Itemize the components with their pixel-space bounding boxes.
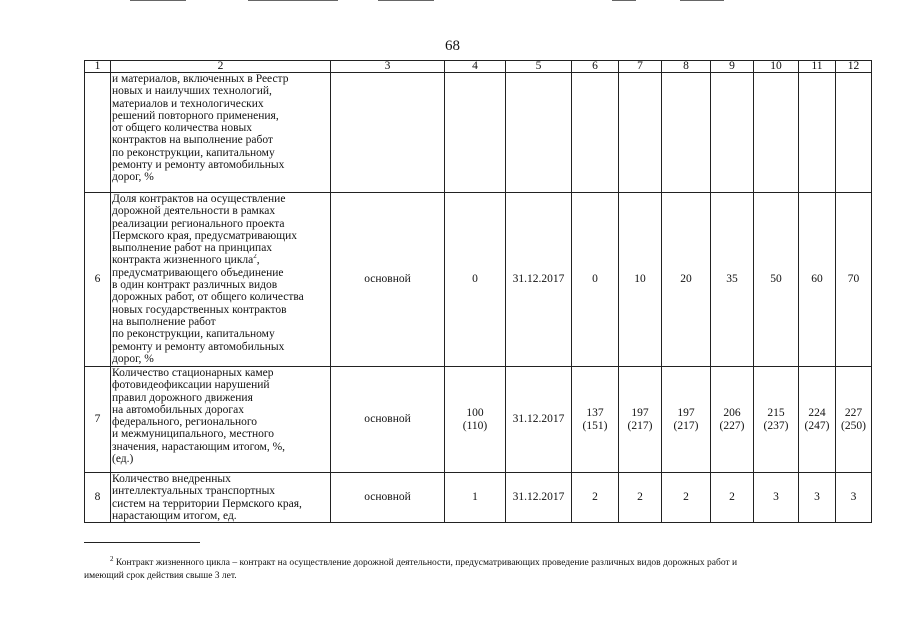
year-value-cell-text: 70 (847, 273, 860, 286)
year-value-cell (572, 73, 619, 193)
year-value-cell-text: 60 (811, 273, 823, 286)
description-line: нарастающим итогом, ед. (112, 509, 237, 522)
year-value-cell-text: 2 (592, 491, 598, 504)
indicator-type-cell (331, 193, 445, 367)
base-value-cell (445, 193, 506, 367)
year-value-cell (572, 473, 619, 523)
indicator-type-cell-text: основной (364, 413, 411, 426)
row-number-cell-text: 7 (94, 413, 101, 426)
base-date-cell-text: 31.12.2017 (512, 413, 565, 426)
description-line: Количество внедренных (112, 473, 231, 485)
description-line: ремонту и ремонту автомобильных (112, 340, 285, 353)
year-value-cell (711, 367, 754, 473)
description-line: (ед.) (112, 453, 134, 466)
description-line: Доля контрактов на осуществление (112, 193, 286, 205)
base-date-cell-text: 31.12.2017 (512, 491, 565, 504)
year-value-cell (619, 367, 662, 473)
column-header: 7 (619, 61, 662, 73)
indicator-description-cell (111, 473, 331, 523)
top-edge-rule (248, 0, 338, 1)
top-edge-rule (378, 0, 434, 1)
description-line: предусматривающего объединение (112, 266, 284, 279)
column-header: 5 (506, 61, 572, 73)
indicator-description-cell (111, 73, 331, 193)
description-line: дорожных работ, от общего количества (112, 291, 304, 304)
base-value-cell-text: 100 (110) (462, 407, 488, 432)
year-value-cell-text: 224 (247) (804, 407, 830, 432)
year-value-cell (572, 193, 619, 367)
year-value-cell (799, 367, 836, 473)
description-line: контракта жизненного цикла$^2$, (112, 254, 260, 267)
year-value-cell (799, 73, 836, 193)
year-value-cell-text: 0 (592, 273, 598, 286)
year-value-cell (619, 193, 662, 367)
description-line: новых государственных контрактов (112, 303, 287, 316)
year-value-cell (836, 193, 872, 367)
description-line: решений повторного применения, (112, 109, 279, 122)
description-line: материалов и технологических (112, 97, 264, 110)
column-header: 1 (85, 61, 111, 73)
column-header: 3 (331, 61, 445, 73)
description-line: ремонту и ремонту автомобильных (112, 159, 285, 172)
description-line: дорожной деятельности в рамках (112, 205, 276, 218)
year-value-cell-text: 2 (637, 491, 643, 504)
row-number-cell-text: 8 (94, 491, 101, 504)
year-value-cell (754, 73, 799, 193)
year-value-cell-text: 20 (680, 273, 692, 286)
year-value-cell (836, 367, 872, 473)
year-value-cell (836, 73, 872, 193)
table-row (85, 473, 872, 523)
year-value-cell-text: 3 (814, 491, 820, 504)
row-number-cell (85, 367, 111, 473)
description-line: дорог, % (112, 171, 154, 184)
description-line: выполнение работ на принципах (112, 242, 273, 255)
year-value-cell (799, 473, 836, 523)
page-number: 68 (445, 38, 460, 54)
description-line: на выполнение работ (112, 315, 216, 328)
description-line: интеллектуальных транспортных (112, 485, 276, 498)
base-date-cell-text: 31.12.2017 (512, 273, 565, 286)
description-line: и материалов, включенных в Реестр (112, 73, 289, 85)
year-value-cell (662, 367, 711, 473)
description-line: Количество стационарных камер (112, 367, 274, 379)
footnote-text-line-1: Контракт жизненного цикла – контракт на осуществление дорожной деятельности, предусматривающих проведение различных видов дорожных работ и (115, 558, 738, 569)
indicator-type-cell-text: основной (364, 273, 411, 286)
year-value-cell (662, 473, 711, 523)
row-number-cell (85, 193, 111, 367)
description-line: от общего количества новых (112, 122, 252, 135)
description-line: реализации регионального проекта (112, 217, 285, 230)
year-value-cell-text: 3 (773, 491, 779, 504)
year-value-cell (662, 193, 711, 367)
year-value-cell-text: 35 (726, 273, 738, 286)
year-value-cell (754, 367, 799, 473)
year-value-cell (754, 473, 799, 523)
description-line: фотовидеофиксации нарушений (112, 379, 270, 392)
year-value-cell (711, 473, 754, 523)
year-value-cell (754, 193, 799, 367)
year-value-cell (836, 473, 872, 523)
year-value-cell-text: 10 (634, 273, 646, 286)
year-value-cell (662, 73, 711, 193)
description-line: правил дорожного движения (112, 391, 253, 404)
table-row (85, 193, 872, 367)
column-header: 8 (662, 61, 711, 73)
year-value-cell (711, 73, 754, 193)
top-edge-rule (130, 0, 186, 1)
description-line: дорог, % (112, 352, 154, 365)
description-line: и межмуниципального, местного (112, 428, 275, 441)
row-number-cell (85, 473, 111, 523)
footnote (84, 553, 844, 583)
column-header: 12 (836, 61, 872, 73)
year-value-cell-text: 197 (217) (627, 407, 653, 432)
description-line: новых и наилучших технологий, (112, 85, 272, 98)
indicator-type-cell-text: основной (364, 491, 411, 504)
row-number-cell-text: 6 (94, 273, 101, 286)
year-value-cell (799, 193, 836, 367)
column-header: 9 (711, 61, 754, 73)
indicator-type-cell (331, 73, 445, 193)
top-edge-rule (612, 0, 636, 1)
description-line: в один контракт различных видов (112, 279, 278, 292)
description-line: по реконструкции, капитальному (112, 146, 275, 159)
indicator-type-cell (331, 473, 445, 523)
base-value-cell-text: 0 (472, 273, 478, 286)
year-value-cell-text: 206 (227) (719, 407, 745, 432)
year-value-cell (619, 73, 662, 193)
base-value-cell-text: 1 (472, 491, 478, 504)
row-number-cell (85, 73, 111, 193)
base-date-cell (506, 193, 572, 367)
top-edge-rule (680, 0, 724, 1)
year-value-cell-text: 50 (770, 273, 782, 286)
table-row (85, 367, 872, 473)
year-value-cell-text: 2 (683, 491, 689, 504)
base-date-cell (506, 367, 572, 473)
indicator-description-cell (111, 367, 331, 473)
column-header: 2 (111, 61, 331, 73)
base-value-cell (445, 73, 506, 193)
description-line: значения, нарастающим итогом, %, (112, 440, 286, 453)
column-header: 11 (799, 61, 836, 73)
indicator-type-cell (331, 367, 445, 473)
indicators-table (84, 60, 872, 523)
column-header: 10 (754, 61, 799, 73)
year-value-cell-text: 215 (237) (763, 407, 789, 432)
indicator-description-cell (111, 193, 331, 367)
footnote-separator (84, 542, 200, 543)
year-value-cell (619, 473, 662, 523)
footnote-reference: 2 (253, 254, 257, 261)
description-line: на автомобильных дорогах (112, 403, 244, 416)
footnote-mark: 2 (110, 555, 114, 563)
base-value-cell (445, 367, 506, 473)
description-line: по реконструкции, капитальному (112, 328, 275, 341)
description-line: контрактов на выполнение работ (112, 134, 273, 147)
year-value-cell-text: 3 (850, 491, 857, 504)
year-value-cell-text: 2 (729, 491, 735, 504)
description-line: систем на территории Пермского края, (112, 497, 302, 510)
column-header: 6 (572, 61, 619, 73)
column-number-row (85, 61, 872, 73)
year-value-cell (572, 367, 619, 473)
year-value-cell-text: 197 (217) (673, 407, 699, 432)
year-value-cell-text: 227 (250) (841, 407, 866, 432)
table-row (85, 73, 872, 193)
year-value-cell-text: 137 (151) (582, 407, 608, 432)
description-line: федерального, регионального (112, 416, 258, 429)
column-header: 4 (445, 61, 506, 73)
base-date-cell (506, 73, 572, 193)
table-body (85, 73, 872, 523)
base-date-cell (506, 473, 572, 523)
base-value-cell (445, 473, 506, 523)
description-line: Пермского края, предусматривающих (112, 229, 298, 242)
footnote-text-line-2: имеющий срок действия свыше 3 лет. (84, 571, 237, 582)
year-value-cell (711, 193, 754, 367)
